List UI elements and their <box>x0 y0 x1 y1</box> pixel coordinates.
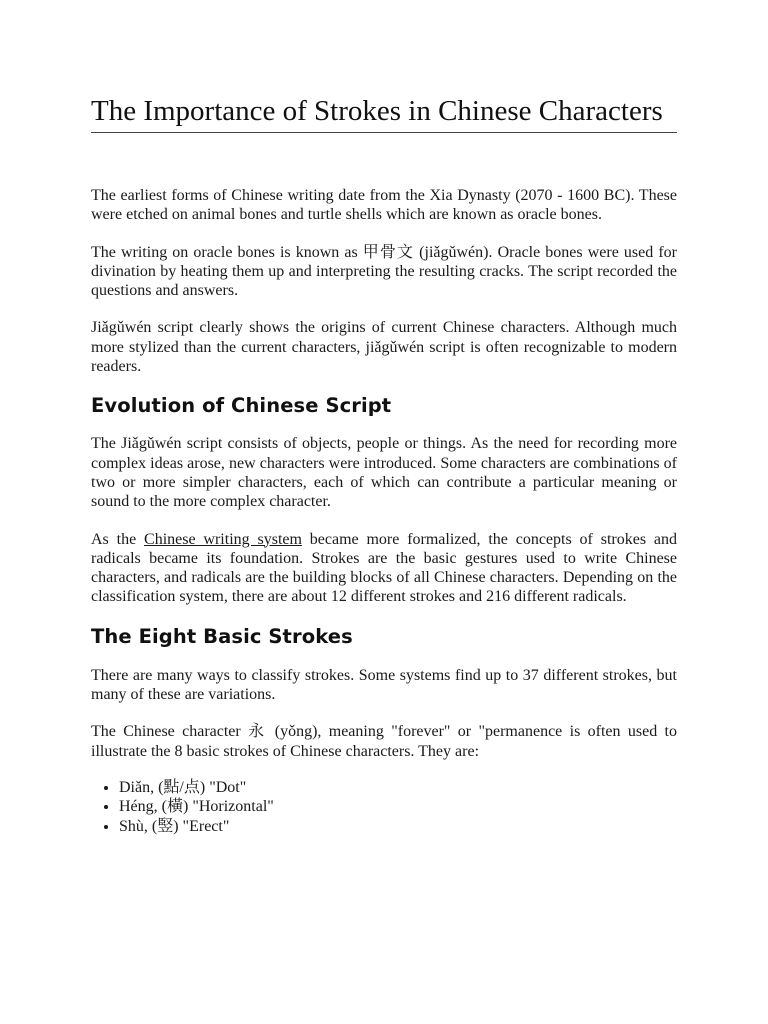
section-heading-strokes: The Eight Basic Strokes <box>91 624 353 648</box>
stroke-list <box>91 778 677 837</box>
intro-paragraph-3: Jiǎgǔwén script clearly shows the origins of current Chinese characters. Although much more stylized than the current characters, jiǎgǔwén script is often recognizable to modern readers. <box>91 319 677 376</box>
page-title: The Importance of Strokes in Chinese Characters <box>91 94 677 133</box>
evolution-paragraph-2-end: became more formalized, the concepts of strokes and radicals became its foundation. Strokes are the basic gestures used to write Chinese characters, and radicals are the building blocks of all Chinese characters. Depending on the classification system, there are about 12 different strokes and 216 different radicals. <box>91 530 678 606</box>
article <box>91 94 677 836</box>
chinese-writing-system-link[interactable]: Chinese writing system <box>144 530 302 548</box>
strokes-paragraph-2: The Chinese character 永 (yǒng), meaning "forever" or "permanence is often used to illustrate the 8 basic strokes of Chinese characters. They are: <box>91 723 677 760</box>
intro-paragraph-1: The earliest forms of Chinese writing date from the Xia Dynasty (2070 - 1600 BC). These were etched on animal bones and turtle shells which are known as oracle bones. <box>91 187 677 224</box>
evolution-paragraph-2 <box>91 530 677 607</box>
evolution-paragraph-2-start: As the <box>91 530 145 548</box>
list-item: • Héng, (橫) "Horizontal" <box>119 797 677 817</box>
intro-paragraph-2: The writing on oracle bones is known as 甲骨文 (jiǎgǔwén). Oracle bones were used for divination by heating them up and interpreting the resulting cracks. The script recorded the questions and answers. <box>91 243 677 300</box>
evolution-paragraph-1: The Jiǎgǔwén script consists of objects, people or things. As the need for recording more complex ideas arose, new characters were introduced. Some characters are combinations of two or more simpler characters, each of which can contribute a particular meaning or sound to the more complex character. <box>91 435 677 511</box>
list-item: • Shù, (竪) "Erect" <box>119 817 677 837</box>
strokes-paragraph-1: There are many ways to classify strokes. Some systems find up to 37 different strokes, but many of these are variations. <box>91 666 677 704</box>
section-heading-evolution: Evolution of Chinese Script <box>91 394 392 418</box>
list-item: • Diǎn, (點/点) "Dot" <box>119 778 677 798</box>
